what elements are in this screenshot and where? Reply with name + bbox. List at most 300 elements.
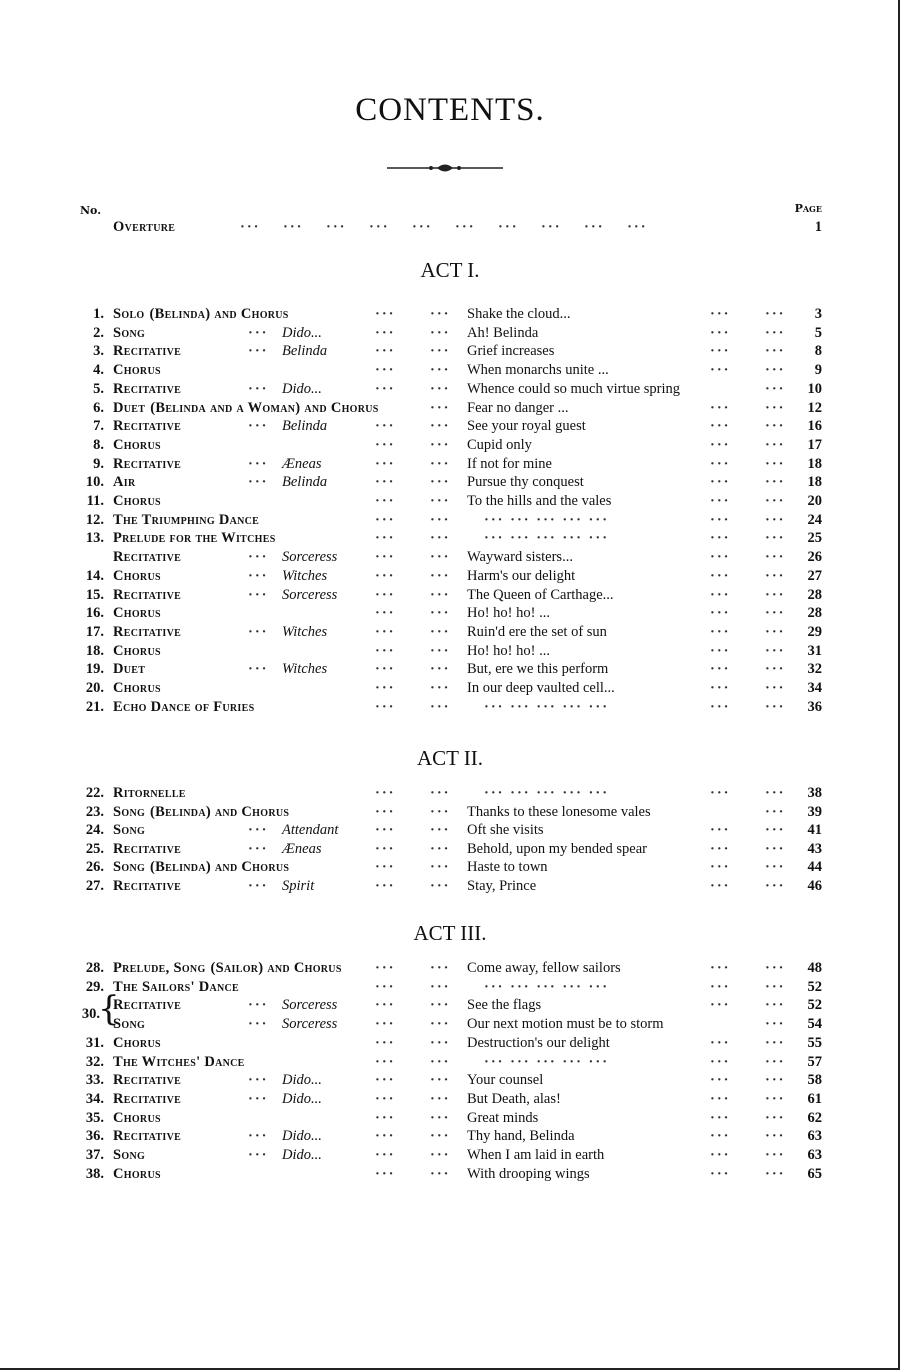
contents-row [0, 1015, 900, 1033]
item-page: 26 [807, 549, 822, 566]
leader-dots: ··· [430, 605, 451, 622]
leader-dots: ··· [710, 362, 731, 379]
item-number: 21. [85, 698, 104, 715]
item-first-line: Fear no danger ... [467, 399, 569, 416]
leader-dots: ··· [430, 474, 451, 491]
leader-dots: ··· [430, 436, 451, 453]
leader-dots: ··· [710, 785, 731, 801]
item-title-text: Duet [113, 661, 146, 678]
leader-dots: ··· [765, 306, 786, 322]
item-number: 1. [93, 306, 104, 322]
leader-dots: ··· [430, 324, 451, 341]
leader-dots: ··· [765, 960, 786, 976]
item-title-text: Chorus [113, 680, 161, 696]
item-title [113, 567, 161, 585]
leader-dots: ··· [710, 840, 731, 857]
leader-dots: ··· [765, 1128, 786, 1145]
item-title [113, 417, 181, 435]
leader-dots: ··· [710, 549, 731, 566]
leader-dots: ··· [375, 642, 396, 659]
leader-dots: ··· [375, 785, 396, 801]
leader-dots: ··· [248, 474, 269, 491]
item-title-text: Prelude, Song [113, 960, 206, 976]
item-title [113, 492, 161, 510]
item-first-line: Cupid only [467, 436, 532, 453]
leader-dots: ··· [248, 1016, 269, 1033]
item-title-text: Recitative [113, 878, 182, 894]
item-page: 36 [807, 698, 822, 715]
contents-row [0, 455, 900, 473]
item-title-extra: (Belinda and a Woman) and Chorus [150, 399, 379, 416]
leader-dots: ··· [765, 530, 786, 547]
leader-dots: ··· [430, 803, 451, 820]
item-page: 55 [807, 1034, 822, 1051]
item-page: 31 [807, 642, 822, 659]
leader-dots: ··· [375, 1147, 396, 1163]
item-first-line: Stay, Prince [467, 878, 537, 894]
leader-dots: ··· [710, 1165, 731, 1182]
leader-dots: ··· [430, 680, 451, 696]
leader-dots: ··· [710, 642, 731, 659]
leader-dots: ··· [765, 1147, 786, 1163]
item-page: 12 [807, 399, 822, 416]
leader-dots: ··· ··· ··· ··· ··· [484, 511, 610, 528]
leader-dots: ··· [375, 549, 396, 566]
leader-dots: ··· [710, 493, 731, 509]
leader-dots: ··· [430, 455, 451, 472]
leader-dots: ··· [375, 1128, 396, 1145]
act-2-heading: ACT II. [416, 746, 484, 770]
leader-dots: ··· [375, 362, 396, 379]
item-number: 31. [85, 1034, 104, 1051]
leader-dots: ··· [248, 623, 269, 640]
leader-dots: ··· [430, 1147, 451, 1163]
item-page: 32 [807, 661, 822, 678]
leader-dots: ··· [710, 324, 731, 341]
leader-dots: ··· [375, 803, 396, 820]
leader-dots: ··· [430, 960, 451, 976]
leader-dots: ··· [710, 661, 731, 678]
item-first-line: To the hills and the vales [467, 493, 612, 509]
leader-dots: ··· [375, 1034, 396, 1051]
leader-dots: ··· [375, 859, 396, 876]
item-number: 9. [93, 455, 104, 472]
item-title-text: Air [113, 474, 136, 491]
item-number: 4. [93, 362, 104, 379]
leader-dots: ··· [248, 1090, 269, 1107]
item-page: 16 [807, 418, 822, 435]
leader-dots: ··· [765, 399, 786, 416]
contents-row [0, 803, 900, 821]
item-title [113, 473, 136, 491]
leader-dots: ··· [710, 1128, 731, 1145]
item-title-text: Song [113, 324, 146, 341]
leader-dots: ··· [430, 306, 451, 322]
leader-dots: ··· ··· ··· ··· ··· [484, 785, 610, 801]
item-first-line: Come away, fellow sailors [467, 960, 621, 976]
leader-dots: ··· [375, 586, 396, 603]
item-page: 18 [807, 455, 822, 472]
leader-dots: ··· [710, 567, 731, 584]
column-header-no: No. [80, 204, 102, 217]
leader-dots: ··· ··· ··· ··· ··· [484, 978, 610, 995]
item-page: 25 [807, 530, 822, 547]
leader-dots: ··· [765, 549, 786, 566]
contents-row [0, 1109, 900, 1127]
item-page: 38 [807, 785, 822, 801]
item-page: 58 [807, 1072, 822, 1089]
item-title-text: Chorus [113, 642, 161, 659]
item-number: 10. [85, 474, 104, 491]
item-title [113, 642, 161, 660]
item-role: Dido... [282, 1128, 322, 1145]
leader-dots: ··· [430, 399, 451, 416]
leader-dots: ··· [375, 680, 396, 696]
item-title [113, 1034, 161, 1052]
leader-dots: ··· [765, 642, 786, 659]
item-number: 24. [85, 822, 104, 839]
leader-dots: ··· [710, 343, 731, 360]
item-title [113, 455, 181, 473]
item-page: 10 [807, 380, 822, 397]
contents-row [0, 473, 900, 491]
item-role: Witches [282, 623, 328, 640]
item-page: 52 [807, 978, 822, 995]
item-title-text: Solo [113, 306, 145, 322]
leader-dots: ··· ··· ··· ··· ··· ··· ··· ··· ··· ··· [240, 219, 648, 235]
leader-dots: ··· [710, 530, 731, 547]
item-page: 8 [814, 343, 822, 360]
leader-dots: ··· [710, 586, 731, 603]
contents-row [0, 959, 900, 977]
leader-dots: ··· [248, 567, 269, 584]
item-first-line: If not for mine [467, 455, 552, 472]
item-title-text: Chorus [113, 1034, 161, 1051]
page-title: CONTENTS. [355, 92, 545, 128]
leader-dots: ··· [375, 455, 396, 472]
leader-dots: ··· [248, 1128, 269, 1145]
leader-dots: ··· [430, 997, 451, 1014]
item-title [113, 821, 145, 839]
leader-dots: ··· [710, 474, 731, 491]
item-first-line: In our deep vaulted cell... [467, 680, 615, 696]
item-title-text: Recitative [113, 343, 182, 360]
leader-dots: ··· ··· ··· ··· ··· [484, 530, 610, 547]
item-number: 32. [85, 1053, 104, 1070]
item-title-text: The Witches' Dance [113, 1053, 245, 1070]
item-title [113, 324, 145, 342]
contents-row [0, 784, 900, 802]
item-title-text: Recitative [113, 418, 182, 435]
item-number: 28. [85, 960, 104, 976]
contents-row [0, 1127, 900, 1145]
leader-dots: ··· [430, 493, 451, 509]
contents-row [0, 492, 900, 510]
item-title-text: Song [113, 1016, 146, 1033]
contents-row [0, 1034, 900, 1052]
item-role: Belinda [282, 418, 328, 435]
item-first-line: But, ere we this perform [467, 661, 609, 678]
contents-row [0, 978, 900, 996]
item-first-line: But Death, alas! [467, 1090, 561, 1107]
contents-row [0, 529, 900, 547]
item-first-line: Haste to town [467, 859, 548, 876]
item-title-text: Chorus [113, 605, 161, 622]
item-number: 5. [93, 380, 104, 397]
leader-dots: ··· [710, 623, 731, 640]
leader-dots: ··· [430, 1034, 451, 1051]
item-first-line: See your royal guest [467, 418, 586, 435]
contents-row [0, 567, 900, 585]
item-title [113, 511, 259, 529]
leader-dots: ··· [248, 1147, 269, 1163]
item-title-text: Song [113, 1147, 146, 1163]
item-title-text: Chorus [113, 567, 161, 584]
leader-dots: ··· [765, 1165, 786, 1182]
item-page: 20 [807, 493, 822, 509]
item-number: 22. [85, 785, 104, 801]
item-title-text: Song [113, 803, 146, 820]
item-role: Sorceress [282, 1016, 338, 1033]
item-title-text: The Sailors' Dance [113, 978, 240, 995]
leader-dots: ··· [765, 586, 786, 603]
item-page: 24 [807, 511, 822, 528]
leader-dots: ··· [375, 306, 396, 322]
contents-row [0, 548, 900, 566]
contents-row [0, 1146, 900, 1164]
item-title-extra: (Belinda) and Chorus [149, 306, 289, 322]
item-role: Dido... [282, 380, 322, 397]
item-number: 20. [85, 680, 104, 696]
item-number: 13. [85, 530, 104, 547]
leader-dots: ··· [710, 306, 731, 322]
leader-dots: ··· [248, 343, 269, 360]
item-page: 41 [807, 822, 822, 839]
leader-dots: ··· [248, 840, 269, 857]
item-page: 44 [807, 859, 822, 876]
leader-dots: ··· [430, 567, 451, 584]
contents-row [0, 840, 900, 858]
item-title [113, 1146, 145, 1164]
item-title [113, 803, 289, 821]
leader-dots: ··· [765, 455, 786, 472]
item-title [113, 305, 289, 323]
item-number: 2. [93, 324, 104, 341]
item-title [113, 959, 342, 977]
leader-dots: ··· [375, 530, 396, 547]
leader-dots: ··· [765, 661, 786, 678]
leader-dots: ··· [765, 567, 786, 584]
leader-dots: ··· [430, 530, 451, 547]
item-number: 35. [85, 1109, 104, 1126]
item-first-line: See the flags [467, 997, 542, 1014]
item-role: Dido... [282, 1147, 322, 1163]
leader-dots: ··· [710, 1053, 731, 1070]
contents-row [0, 877, 900, 895]
leader-dots: ··· [765, 1016, 786, 1033]
leader-dots: ··· [765, 1053, 786, 1070]
item-page: 29 [807, 623, 822, 640]
item-number: 8. [93, 436, 104, 453]
item-title [113, 1109, 161, 1127]
item-first-line: Ah! Belinda [467, 324, 539, 341]
item-title-text: Recitative [113, 1128, 182, 1145]
item-title-text: Recitative [113, 455, 182, 472]
contents-row [0, 1053, 900, 1071]
leader-dots: ··· [430, 1053, 451, 1070]
leader-dots: ··· [765, 840, 786, 857]
item-title [113, 586, 181, 604]
leader-dots: ··· [710, 878, 731, 894]
item-title-text: Recitative [113, 1072, 182, 1089]
contents-row [0, 586, 900, 604]
item-page: 28 [807, 605, 822, 622]
item-page: 61 [807, 1090, 822, 1107]
leader-dots: ··· [375, 1016, 396, 1033]
leader-dots: ··· [248, 1072, 269, 1089]
leader-dots: ··· [430, 511, 451, 528]
leader-dots: ··· [765, 680, 786, 696]
item-page: 52 [807, 997, 822, 1014]
item-page: 63 [807, 1128, 822, 1145]
item-title [113, 548, 181, 566]
contents-row [0, 361, 900, 379]
contents-row [0, 399, 900, 417]
leader-dots: ··· [765, 1109, 786, 1126]
leader-dots: ··· [375, 997, 396, 1014]
item-number: 30. [81, 1006, 100, 1023]
item-page: 63 [807, 1147, 822, 1163]
leader-dots: ··· [765, 1034, 786, 1051]
item-page: 62 [807, 1109, 822, 1126]
leader-dots: ··· ··· ··· ··· ··· [484, 1053, 610, 1070]
item-page: 34 [807, 680, 822, 696]
leader-dots: ··· [248, 324, 269, 341]
item-number: 37. [85, 1147, 104, 1163]
contents-row [0, 679, 900, 697]
item-title-text: Recitative [113, 997, 182, 1014]
item-number: 23. [85, 803, 104, 820]
leader-dots: ··· [765, 1090, 786, 1107]
leader-dots: ··· [765, 436, 786, 453]
leader-dots: ··· [375, 436, 396, 453]
leader-dots: ··· [375, 661, 396, 678]
item-number: 27. [85, 878, 104, 894]
leader-dots: ··· [765, 803, 786, 820]
item-number: 3. [93, 343, 104, 360]
leader-dots: ··· [430, 1128, 451, 1145]
leader-dots: ··· [765, 343, 786, 360]
item-number: 16. [85, 605, 104, 622]
item-number: 33. [85, 1072, 104, 1089]
leader-dots: ··· [765, 605, 786, 622]
item-first-line: With drooping wings [467, 1165, 590, 1182]
leader-dots: ··· [375, 474, 396, 491]
item-number: 14. [85, 567, 104, 584]
item-first-line: Your counsel [467, 1072, 544, 1089]
item-first-line: Oft she visits [467, 822, 544, 839]
leader-dots: ··· [248, 380, 269, 397]
contents-row [0, 996, 900, 1023]
contents-row [0, 821, 900, 839]
item-page: 54 [807, 1016, 822, 1033]
item-title-text: Echo Dance of Furies [113, 698, 255, 715]
item-first-line: The Queen of Carthage... [467, 586, 614, 603]
item-title [113, 784, 186, 802]
leader-dots: ··· [248, 549, 269, 566]
item-role: Dido... [282, 324, 322, 341]
item-first-line: Ho! ho! ho! ... [467, 642, 550, 659]
item-first-line: When monarchs unite ... [467, 362, 609, 379]
item-title [113, 1071, 181, 1089]
leader-dots: ··· [375, 840, 396, 857]
leader-dots: ··· [710, 680, 731, 696]
leader-dots: ··· [375, 1109, 396, 1126]
leader-dots: ··· [765, 324, 786, 341]
contents-row [0, 623, 900, 641]
leader-dots: ··· [765, 978, 786, 995]
item-role: Dido... [282, 1072, 322, 1089]
leader-dots: ··· [765, 474, 786, 491]
leader-dots: ··· [710, 511, 731, 528]
item-title-text: Prelude for the Witches [113, 530, 276, 547]
leader-dots: ··· [375, 978, 396, 995]
leader-dots: ··· ··· ··· ··· ··· [484, 698, 610, 715]
leader-dots: ··· [765, 493, 786, 509]
contents-row [0, 342, 900, 360]
item-first-line: Ho! ho! ho! ... [467, 605, 550, 622]
item-role: Sorceress [282, 586, 338, 603]
leader-dots: ··· [430, 1165, 451, 1182]
leader-dots: ··· [710, 1109, 731, 1126]
leader-dots: ··· [430, 978, 451, 995]
contents-row [0, 324, 900, 342]
leader-dots: ··· [375, 343, 396, 360]
leader-dots: ··· [430, 1072, 451, 1089]
contents-row [0, 436, 900, 454]
item-title [113, 529, 276, 547]
leader-dots: ··· [765, 418, 786, 435]
item-role: Spirit [282, 878, 315, 894]
leader-dots: ··· [248, 997, 269, 1014]
item-title [113, 342, 181, 360]
leader-dots: ··· [375, 960, 396, 976]
leader-dots: ··· [430, 661, 451, 678]
item-page: 65 [807, 1165, 822, 1182]
item-title-text: Recitative [113, 623, 182, 640]
contents-row [0, 858, 900, 876]
leader-dots: ··· [430, 418, 451, 435]
column-header-page: Page [794, 202, 822, 215]
item-page: 9 [814, 362, 822, 379]
leader-dots: ··· [375, 605, 396, 622]
leader-dots: ··· [375, 493, 396, 509]
leader-dots: ··· [248, 822, 269, 839]
leader-dots: ··· [375, 1090, 396, 1107]
leader-dots: ··· [710, 859, 731, 876]
item-page: 46 [807, 878, 822, 894]
leader-dots: ··· [710, 1090, 731, 1107]
item-page: 28 [807, 586, 822, 603]
item-role: Belinda [282, 343, 328, 360]
item-title-text: Chorus [113, 1109, 161, 1126]
item-first-line: Behold, upon my bended spear [467, 840, 648, 857]
item-number: 12. [85, 511, 104, 528]
leader-dots: ··· [430, 642, 451, 659]
item-title [113, 698, 254, 716]
overture-title: Overture [113, 219, 176, 235]
item-title [113, 361, 161, 379]
